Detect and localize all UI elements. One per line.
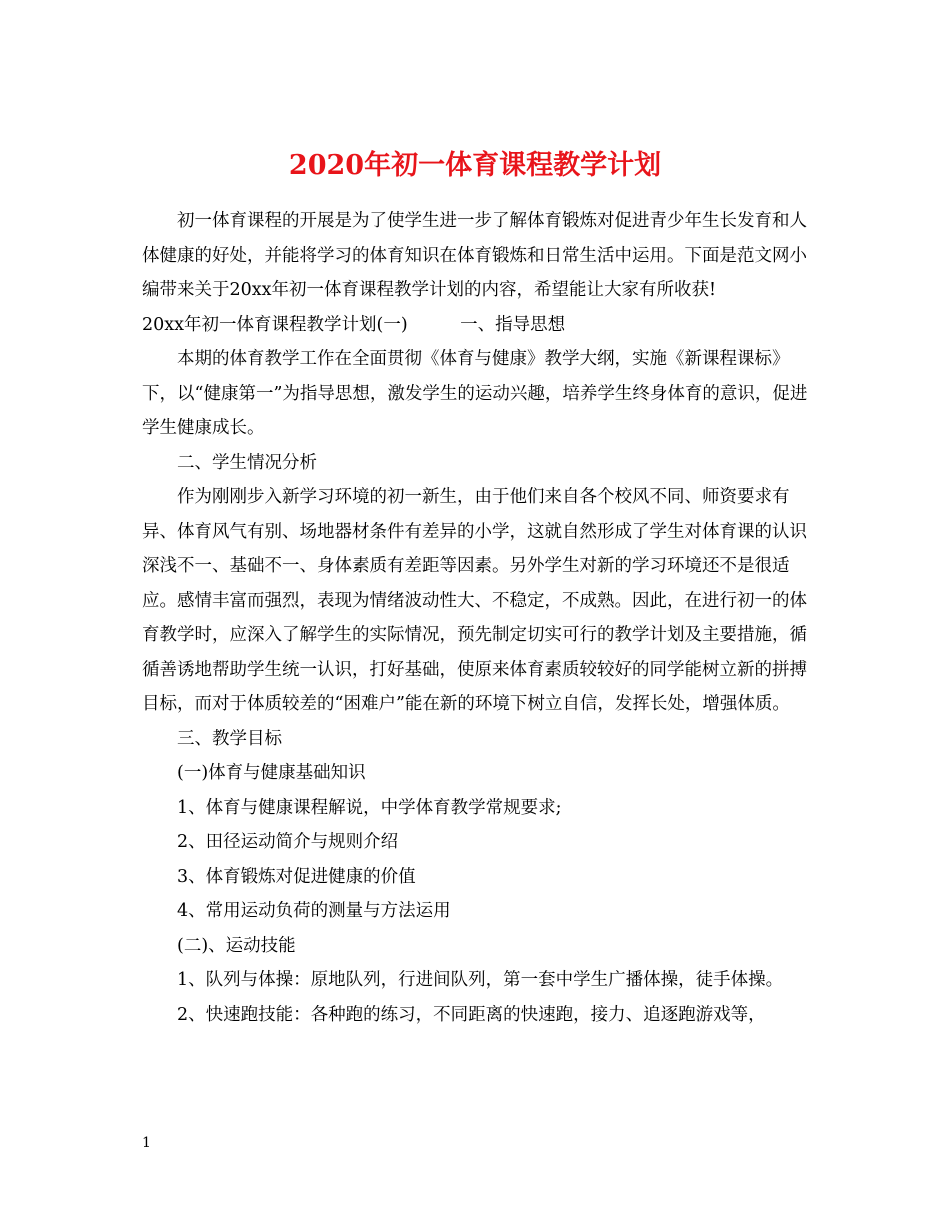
intro-paragraph: 初一体育课程的开展是为了使学生进一步了解体育锻炼对促进青少年生长发育和人体健康的好处，并能将学习的体育知识在体育锻炼和日常生活中运用。下面是范文网小编带来关于20xx年初一体育课程教学计划的内容，希望能让大家有所收获! <box>142 211 807 300</box>
page-number: 1 <box>142 1135 151 1151</box>
list-item: 1、队列与体操：原地队列，行进间队列，第一套中学生广播体操，徒手体操。 <box>177 970 784 990</box>
document-body <box>142 204 812 1032</box>
section-heading-teaching-goals: 三、教学目标 <box>177 728 282 749</box>
list-item: 1、体育与健康课程解说，中学体育教学常规要求; <box>177 797 562 818</box>
subsection-heading-motor-skills: (二)、运动技能 <box>177 935 296 956</box>
list-item: 3、体育锻炼对促进健康的价值 <box>177 866 416 887</box>
student-analysis-paragraph: 作为刚刚步入新学习环境的初一新生，由于他们来自各个校风不同、师资要求有异、体育风气有别、场地器材条件有差异的小学，这就自然形成了学生对体育课的认识深浅不一、基础不一、身体素质有差距等因素。另外学生对新的学习环境还不是很适应。感情丰富而强烈，表现为情绪波动性大、不稳定，不成熟。因此，在进行初一的体育教学时，应深入了解学生的实际情况，预先制定切实可行的教学计划及主要措施，循循善诱地帮助学生统一认识，打好基础，使原来体育素质较较好的同学能树立新的拼搏目标，而对于体质较差的“困难户”能在新的环境下树立自信，发挥长处，增强体质。 <box>142 487 807 714</box>
guiding-ideology-paragraph: 本期的体育教学工作在全面贯彻《体育与健康》教学大纲，实施《新课程课标》下，以“健康第一”为指导思想，激发学生的运动兴趣，培养学生终身体育的意识，促进学生健康成长。 <box>142 349 808 438</box>
plan-heading: 20xx年初一体育课程教学计划(一) 一、指导思想 <box>142 314 566 335</box>
list-item: 2、田径运动简介与规则介绍 <box>177 832 399 852</box>
list-item: 2、快速跑技能：各种跑的练习，不同距离的快速跑，接力、追逐跑游戏等， <box>177 1004 766 1025</box>
subsection-heading-basic-knowledge: (一)体育与健康基础知识 <box>177 763 366 783</box>
list-item: 4、常用运动负荷的测量与方法运用 <box>177 901 451 921</box>
section-heading-student-analysis: 二、学生情况分析 <box>177 452 317 473</box>
document-title: 2020年初一体育课程教学计划 <box>288 150 662 182</box>
